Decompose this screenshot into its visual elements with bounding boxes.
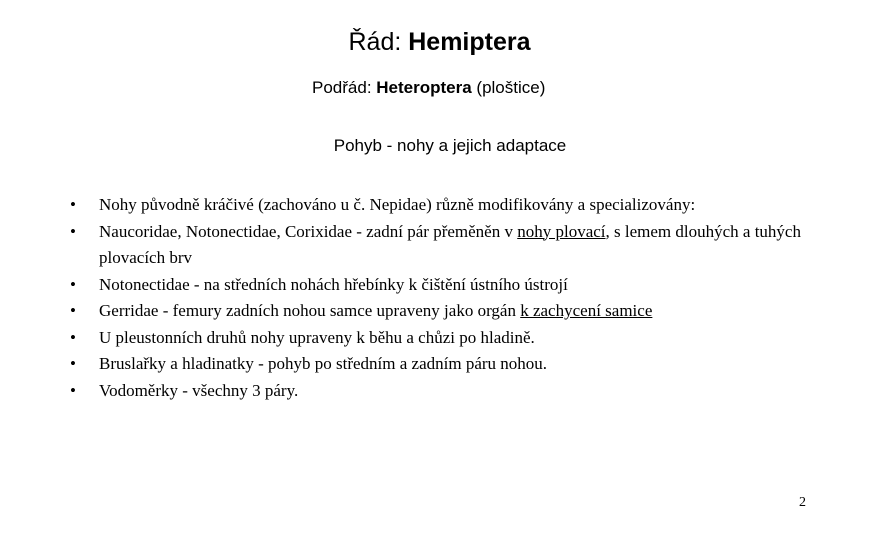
- bullet-marker: •: [70, 195, 76, 214]
- underlined-term-swimming-legs[interactable]: nohy plovací: [517, 221, 606, 241]
- bullet-marker: •: [70, 274, 76, 294]
- list-item: [70, 298, 830, 325]
- list-item-text: Notonectidae - na středních nohách hřebínky k čištění ústního ústrojí: [99, 274, 568, 294]
- list-item-text-after: , s lemem dlouhých a tuhých plovacích brv: [99, 221, 801, 267]
- slide-title: [0, 28, 879, 57]
- list-item: [70, 378, 830, 405]
- bullet-list: [70, 192, 830, 404]
- list-item-text: Vodoměrky - všechny 3 páry.: [99, 380, 299, 400]
- list-item: [70, 325, 830, 352]
- bullet-marker: •: [70, 301, 76, 320]
- list-item-text: Bruslařky a hladinatky - pohyb po středním a zadním páru nohou.: [99, 354, 548, 373]
- title-prefix: Řád:: [348, 28, 409, 56]
- section-heading: Pohyb - nohy a jejich adaptace: [333, 136, 567, 155]
- list-item-text: Naucoridae, Notonectidae, Corixidae - zadní pár přeměněn v: [99, 221, 518, 241]
- list-item-text: Gerridae - femury zadních nohou samce upraveny jako orgán: [99, 301, 521, 320]
- page-number: 2: [799, 495, 806, 510]
- subtitle-suborder-name: Heteroptera: [376, 78, 472, 97]
- list-item-text: Nohy původně kráčivé (zachováno u č. Nepidae) různě modifikovány a specializovány:: [99, 195, 696, 214]
- list-item: [70, 272, 830, 299]
- list-item-text: U pleustonních druhů nohy upraveny k běhu a chůzi po hladině.: [99, 327, 535, 347]
- bullet-marker: •: [70, 221, 76, 241]
- list-item: [70, 219, 830, 272]
- slide-subtitle: [312, 78, 545, 98]
- subtitle-prefix: Podřád:: [312, 78, 377, 97]
- list-item: [70, 192, 830, 219]
- bullet-marker: •: [70, 354, 76, 373]
- subtitle-suffix: (ploštice): [471, 78, 546, 97]
- bullet-marker: •: [70, 327, 76, 347]
- underlined-term-female-grasping[interactable]: k zachycení samice: [520, 301, 653, 320]
- list-item: [70, 351, 830, 378]
- bullet-marker: •: [70, 380, 76, 400]
- title-order-name: Hemiptera: [408, 28, 531, 56]
